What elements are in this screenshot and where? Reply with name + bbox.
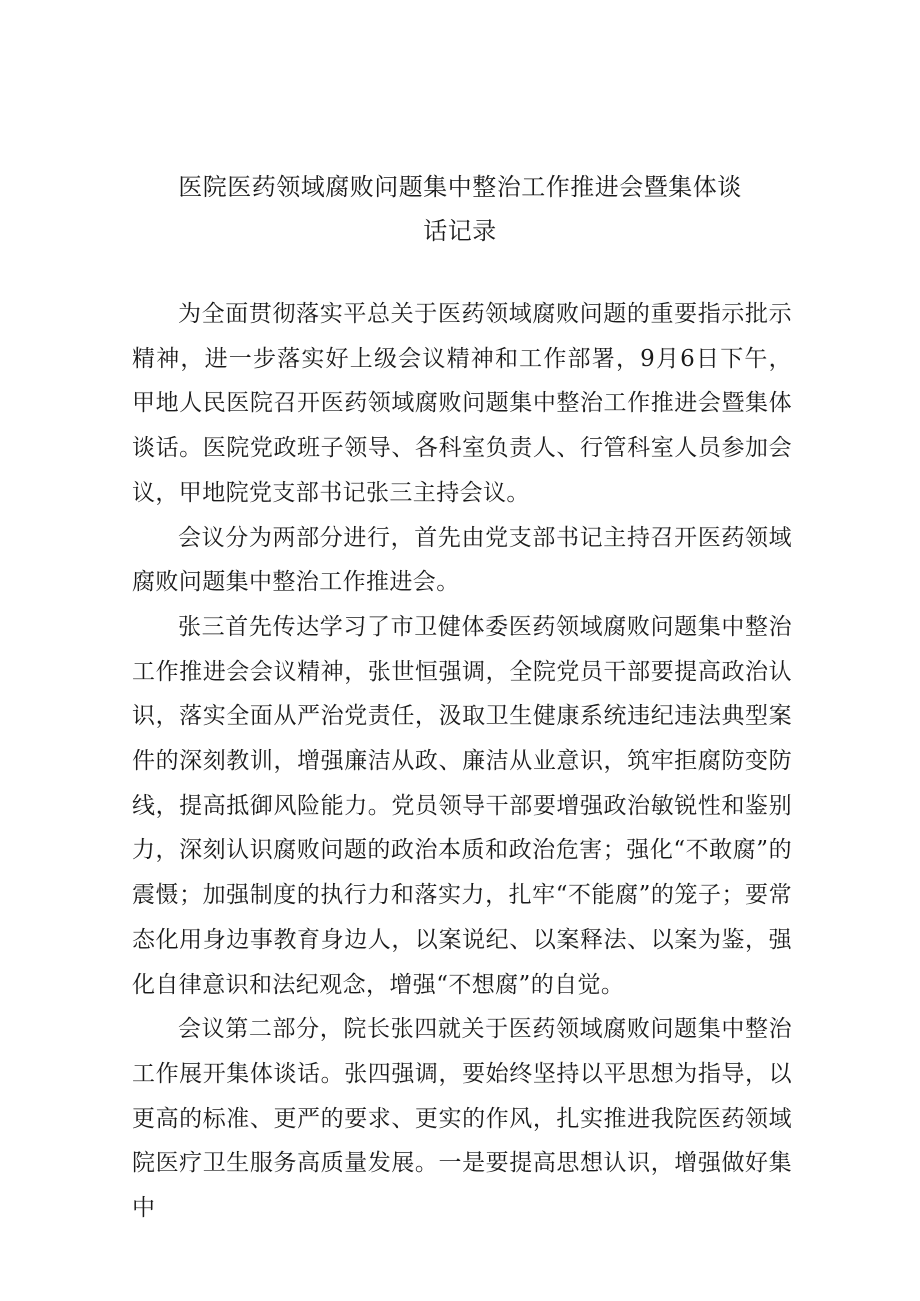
paragraph-2: 会议分为两部分进行，首先由党支部书记主持召开医药领域腐败问题集中整治工作推进会。 [132, 524, 792, 596]
paragraph-1: 为全面贯彻落实平总关于医药领域腐败问题的重要指示批示精神，进一步落实好上级会议精神和工作部署，9月6日下午，甲地人民医院召开医药领域腐败问题集中整治工作推进会暨集体谈话。医院党政班子领导、各科室负责人、行管科室人员参加会议，甲地院党支部书记张三主持会议。 [132, 301, 792, 506]
paragraph-4: 会议第二部分，院长张四就关于医药领域腐败问题集中整治工作展开集体谈话。张四强调，要始终坚持以平思想为指导，以更高的标准、更严的要求、更实的作风，扎实推进我院医药领域院医疗卫生服务高质量发展。一是要提高思想认识，增强做好集中 [132, 1016, 792, 1222]
title-line-1: 医院医药领域腐败问题集中整治工作推进会暨集体谈 [178, 173, 742, 201]
document-body [132, 292, 792, 1231]
title-line-2: 话记录 [423, 217, 497, 245]
document-title [132, 165, 788, 253]
paragraph-3: 张三首先传达学习了市卫健体委医药领域腐败问题集中整治工作推进会会议精神，张世恒强调，全院党员干部要提高政治认识，落实全面从严治党责任，汲取卫生健康系统违纪违法典型案件的深刻教训，增强廉洁从政、廉洁从业意识，筑牢拒腐防变防线，提高抵御风险能力。党员领导干部要增强政治敏锐性和鉴别力，深刻认识腐败问题的政治本质和政治危害；强化“不敢腐”的震慑；加强制度的执行力和落实力，扎牢“不能腐”的笼子；要常态化用身边事教育身边人，以案说纪、以案释法、以案为鉴，强化自律意识和法纪观念，增强“不想腐”的自觉。 [132, 613, 792, 998]
